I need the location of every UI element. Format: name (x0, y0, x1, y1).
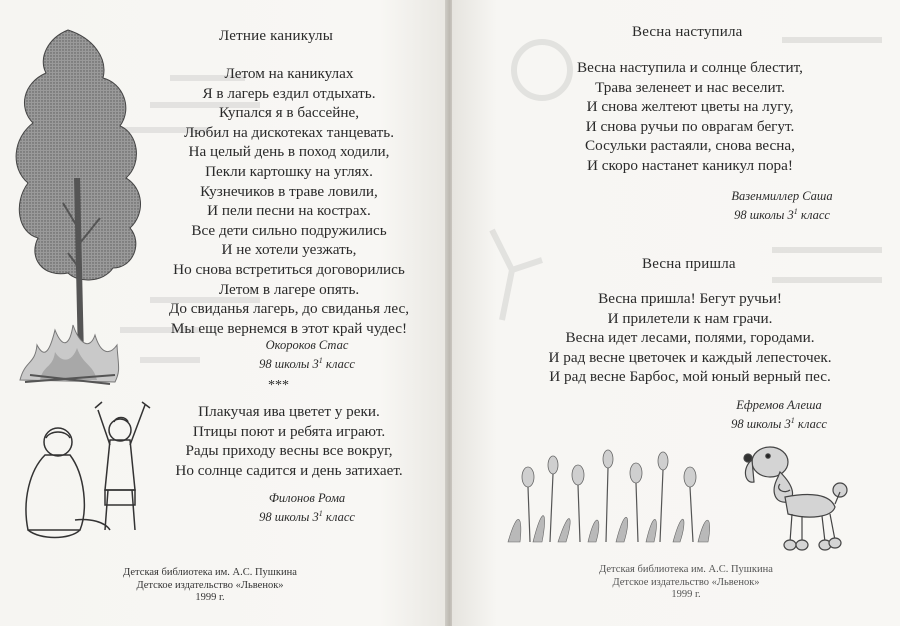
right-poem-1 (540, 58, 840, 176)
poem-line: Я в лагерь ездил отдыхать. (202, 84, 376, 102)
right-author-2 (714, 397, 844, 432)
author-class: 98 школы $3^1$ класс (734, 207, 830, 223)
author-class: 98 школы $3^1$ класс (259, 356, 355, 372)
poem-line: Летом на каникулах (224, 65, 354, 82)
author-name: Ефремов Алеша (736, 398, 822, 412)
author-name: Вазенмиллер Саша (731, 189, 833, 203)
poem-line: Купался я в бассейне, (218, 104, 360, 122)
poem-line: Сосульки растаяли, снова весна, (585, 137, 795, 155)
tree-icon (8, 28, 148, 358)
poem-line: И прилетели к нам грачи. (607, 309, 773, 327)
footer-line: 1999 г. (671, 589, 701, 600)
left-title: Летние каникулы (219, 28, 333, 44)
author-name: Филонов Рома (268, 491, 346, 505)
poem-line: И рад весне Барбос, мой юный верный пес. (549, 368, 831, 386)
footer-line: Детская библиотека им. А.С. Пушкина (123, 567, 297, 578)
left-footer (100, 567, 320, 605)
poem-line: И рад весне цветочек и каждый лепесточек. (548, 348, 832, 366)
right-footer (576, 564, 796, 602)
footer-line: 1999 г. (195, 592, 225, 603)
right-author-1 (717, 188, 847, 223)
left-page (0, 0, 447, 626)
poem-line: Летом в лагере опять. (218, 280, 360, 298)
poem-line: И скоро настанет каникул пора! (587, 156, 793, 174)
left-poem-1 (154, 64, 424, 338)
poem-line: Все дети сильно подружились (191, 221, 387, 239)
poem-line: И снова ручьи по оврагам бегут. (585, 117, 795, 135)
poem-line: Весна идет лесами, полями, городами. (565, 329, 815, 347)
right-page (452, 0, 900, 626)
poem-line: Мы еще вернемся в этот край чудес! (170, 319, 408, 337)
author-name: Окороков Стас (265, 338, 349, 352)
poem-line: И снова желтеют цветы на лугу, (586, 98, 794, 116)
left-author-1 (252, 337, 362, 372)
footer-line: Детская библиотека им. А.С. Пушкина (599, 564, 773, 575)
author-class: 98 школы $3^1$ класс (731, 416, 827, 432)
poem-line: Плакучая ива цветет у реки. (198, 403, 380, 420)
poem-line: На целый день в поход ходили, (188, 143, 390, 161)
footer-line: Детское издательство «Львенок» (136, 579, 284, 591)
poem-line: Рады приходу весны все вокруг, (185, 442, 393, 460)
bonfire-icon (15, 320, 125, 390)
right-title-1: Весна наступила (632, 24, 743, 40)
poem-line: И не хотели уезжать, (221, 241, 357, 259)
poem-line: Но снова встретиться договорились (173, 260, 405, 278)
right-poem-2 (530, 289, 850, 387)
poem-line: Любил на дискотеках танцевать. (183, 123, 395, 141)
poem-line: До свиданья лагерь, до свиданья лес, (169, 300, 409, 318)
left-author-2 (252, 490, 362, 525)
poem-line: Пекли картошку на углях. (205, 162, 373, 180)
poem-line: Трава зеленеет и нас веселит. (595, 78, 785, 96)
sitting-children-icon (10, 390, 170, 550)
left-poem-2 (154, 402, 424, 480)
poem-line: Кузнечиков в траве ловили, (200, 182, 378, 200)
poem-line: Но солнце садится и день затихает. (175, 461, 403, 479)
poem-line: Весна наступила и солнце блестит, (577, 59, 803, 76)
stars-separator: *** (268, 378, 289, 393)
footer-line: Детское издательство «Львенок» (612, 576, 760, 588)
poem-line: Птицы поют и ребята играют. (192, 422, 386, 440)
poem-line: Весна пришла! Бегут ручьи! (598, 290, 782, 307)
flower-meadow-icon (508, 447, 718, 547)
author-class: 98 школы $3^1$ класс (259, 509, 355, 525)
poodle-icon (740, 432, 850, 557)
poem-line: И пели песни на кострах. (207, 202, 371, 220)
right-title-2: Весна пришла (642, 256, 736, 272)
